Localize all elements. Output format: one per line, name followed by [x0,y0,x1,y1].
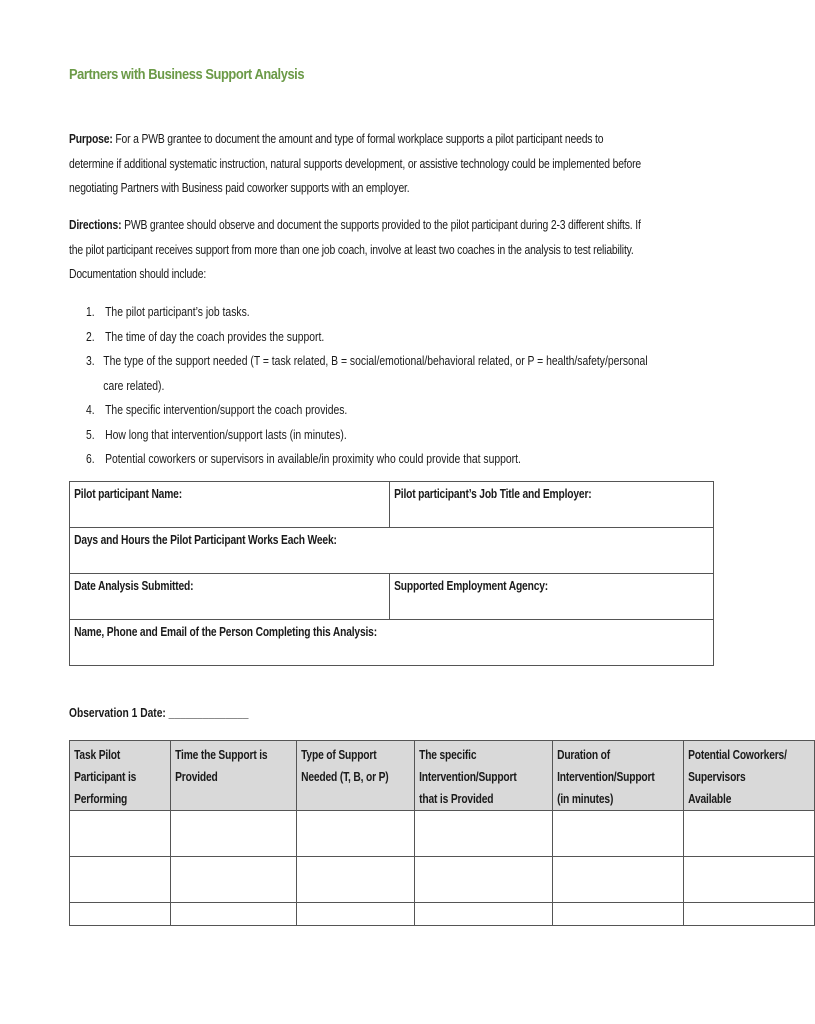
directions-text: PWB grantee should observe and document the supports provided to the pilot participant during 2-3 different shifts. If the pilot participant receives support from more than one job coach, involve at least two coaches in the analysis to test reliability. Documentation should include: [69,218,641,281]
header-text: Type of Support Needed (T, B, or P) [301,748,389,784]
header-task [70,741,171,811]
list-text: The specific intervention/support the coach provides. [105,403,348,417]
list-number: 5. [86,427,95,442]
table-cell[interactable] [684,811,815,857]
list-number: 3. [86,354,95,368]
directions-label: Directions: [69,218,122,232]
list-item [86,325,654,350]
table-cell[interactable] [70,903,171,926]
list-item [86,423,654,448]
table-cell[interactable] [415,811,553,857]
list-number: 1. [86,305,95,319]
purpose-label: Purpose: [69,132,113,146]
header-text: Time the Support is Provided [175,748,268,784]
header-text: Duration of Intervention/Support (in minutes) [557,748,655,806]
table-row [70,811,815,857]
list-item [86,398,654,423]
contact-field[interactable] [70,620,714,666]
table-row [70,903,815,926]
field-label: Days and Hours the Pilot Participant Works Each Week: [74,533,337,547]
list-text: The pilot participant’s job tasks. [105,305,250,319]
participant-name-field[interactable] [70,482,390,528]
document-title: Partners with Business Support Analysis [69,66,305,83]
header-text: The specific Intervention/Support that is Provided [419,748,517,806]
directions-paragraph [69,213,650,287]
header-coworkers [684,741,815,811]
field-label: Date Analysis Submitted: [74,579,194,593]
purpose-paragraph [69,127,650,201]
field-label: Name, Phone and Email of the Person Completing this Analysis: [74,625,377,639]
table-cell[interactable] [297,857,415,903]
list-number: 2. [86,329,95,344]
header-time [171,741,297,811]
list-number: 6. [86,452,95,466]
list-text: Potential coworkers or supervisors in available/in proximity who could provide that support. [105,452,521,466]
table-cell[interactable] [171,857,297,903]
field-label: Pilot participant Name: [74,487,182,501]
table-cell[interactable] [684,903,815,926]
table-cell[interactable] [553,903,684,926]
date-submitted-field[interactable] [70,574,390,620]
list-item [86,300,654,325]
header-duration [553,741,684,811]
list-item [86,349,654,398]
table-cell[interactable] [171,903,297,926]
days-hours-field[interactable] [70,528,714,574]
table-cell[interactable] [415,857,553,903]
table-cell[interactable] [70,857,171,903]
list-text: The time of day the coach provides the support. [105,329,325,344]
purpose-text: For a PWB grantee to document the amount and type of formal workplace supports a pilot participant needs to determine if additional systematic instruction, natural supports development, or assistive technology could be implemented before negotiating Partners with Business paid coworker supports with an employer. [69,132,642,195]
directions-list [86,300,654,472]
header-text: Task Pilot Participant is Performing [74,748,137,806]
table-cell[interactable] [553,857,684,903]
observation-table [69,740,815,926]
field-label: Supported Employment Agency: [394,579,549,593]
observation-date-label: Observation 1 Date: ______________ [69,706,249,720]
table-cell[interactable] [415,903,553,926]
table-row [70,857,815,903]
list-text: The type of the support needed (T = task related, B = social/emotional/behavioral related, or P = health/safety/personal care related). [103,354,648,393]
table-cell[interactable] [297,903,415,926]
table-cell[interactable] [684,857,815,903]
list-number: 4. [86,403,95,417]
participant-info-table [69,481,714,666]
list-text: How long that intervention/support lasts (in minutes). [105,427,347,442]
agency-field[interactable] [390,574,714,620]
table-cell[interactable] [171,811,297,857]
table-cell[interactable] [297,811,415,857]
header-intervention [415,741,553,811]
job-title-employer-field[interactable] [390,482,714,528]
list-item [86,447,654,472]
table-cell[interactable] [70,811,171,857]
field-label: Pilot participant’s Job Title and Employer: [394,487,592,501]
table-cell[interactable] [553,811,684,857]
observation-header-row [70,741,815,811]
header-type [297,741,415,811]
header-text: Potential Coworkers/ Supervisors Available [688,748,787,806]
